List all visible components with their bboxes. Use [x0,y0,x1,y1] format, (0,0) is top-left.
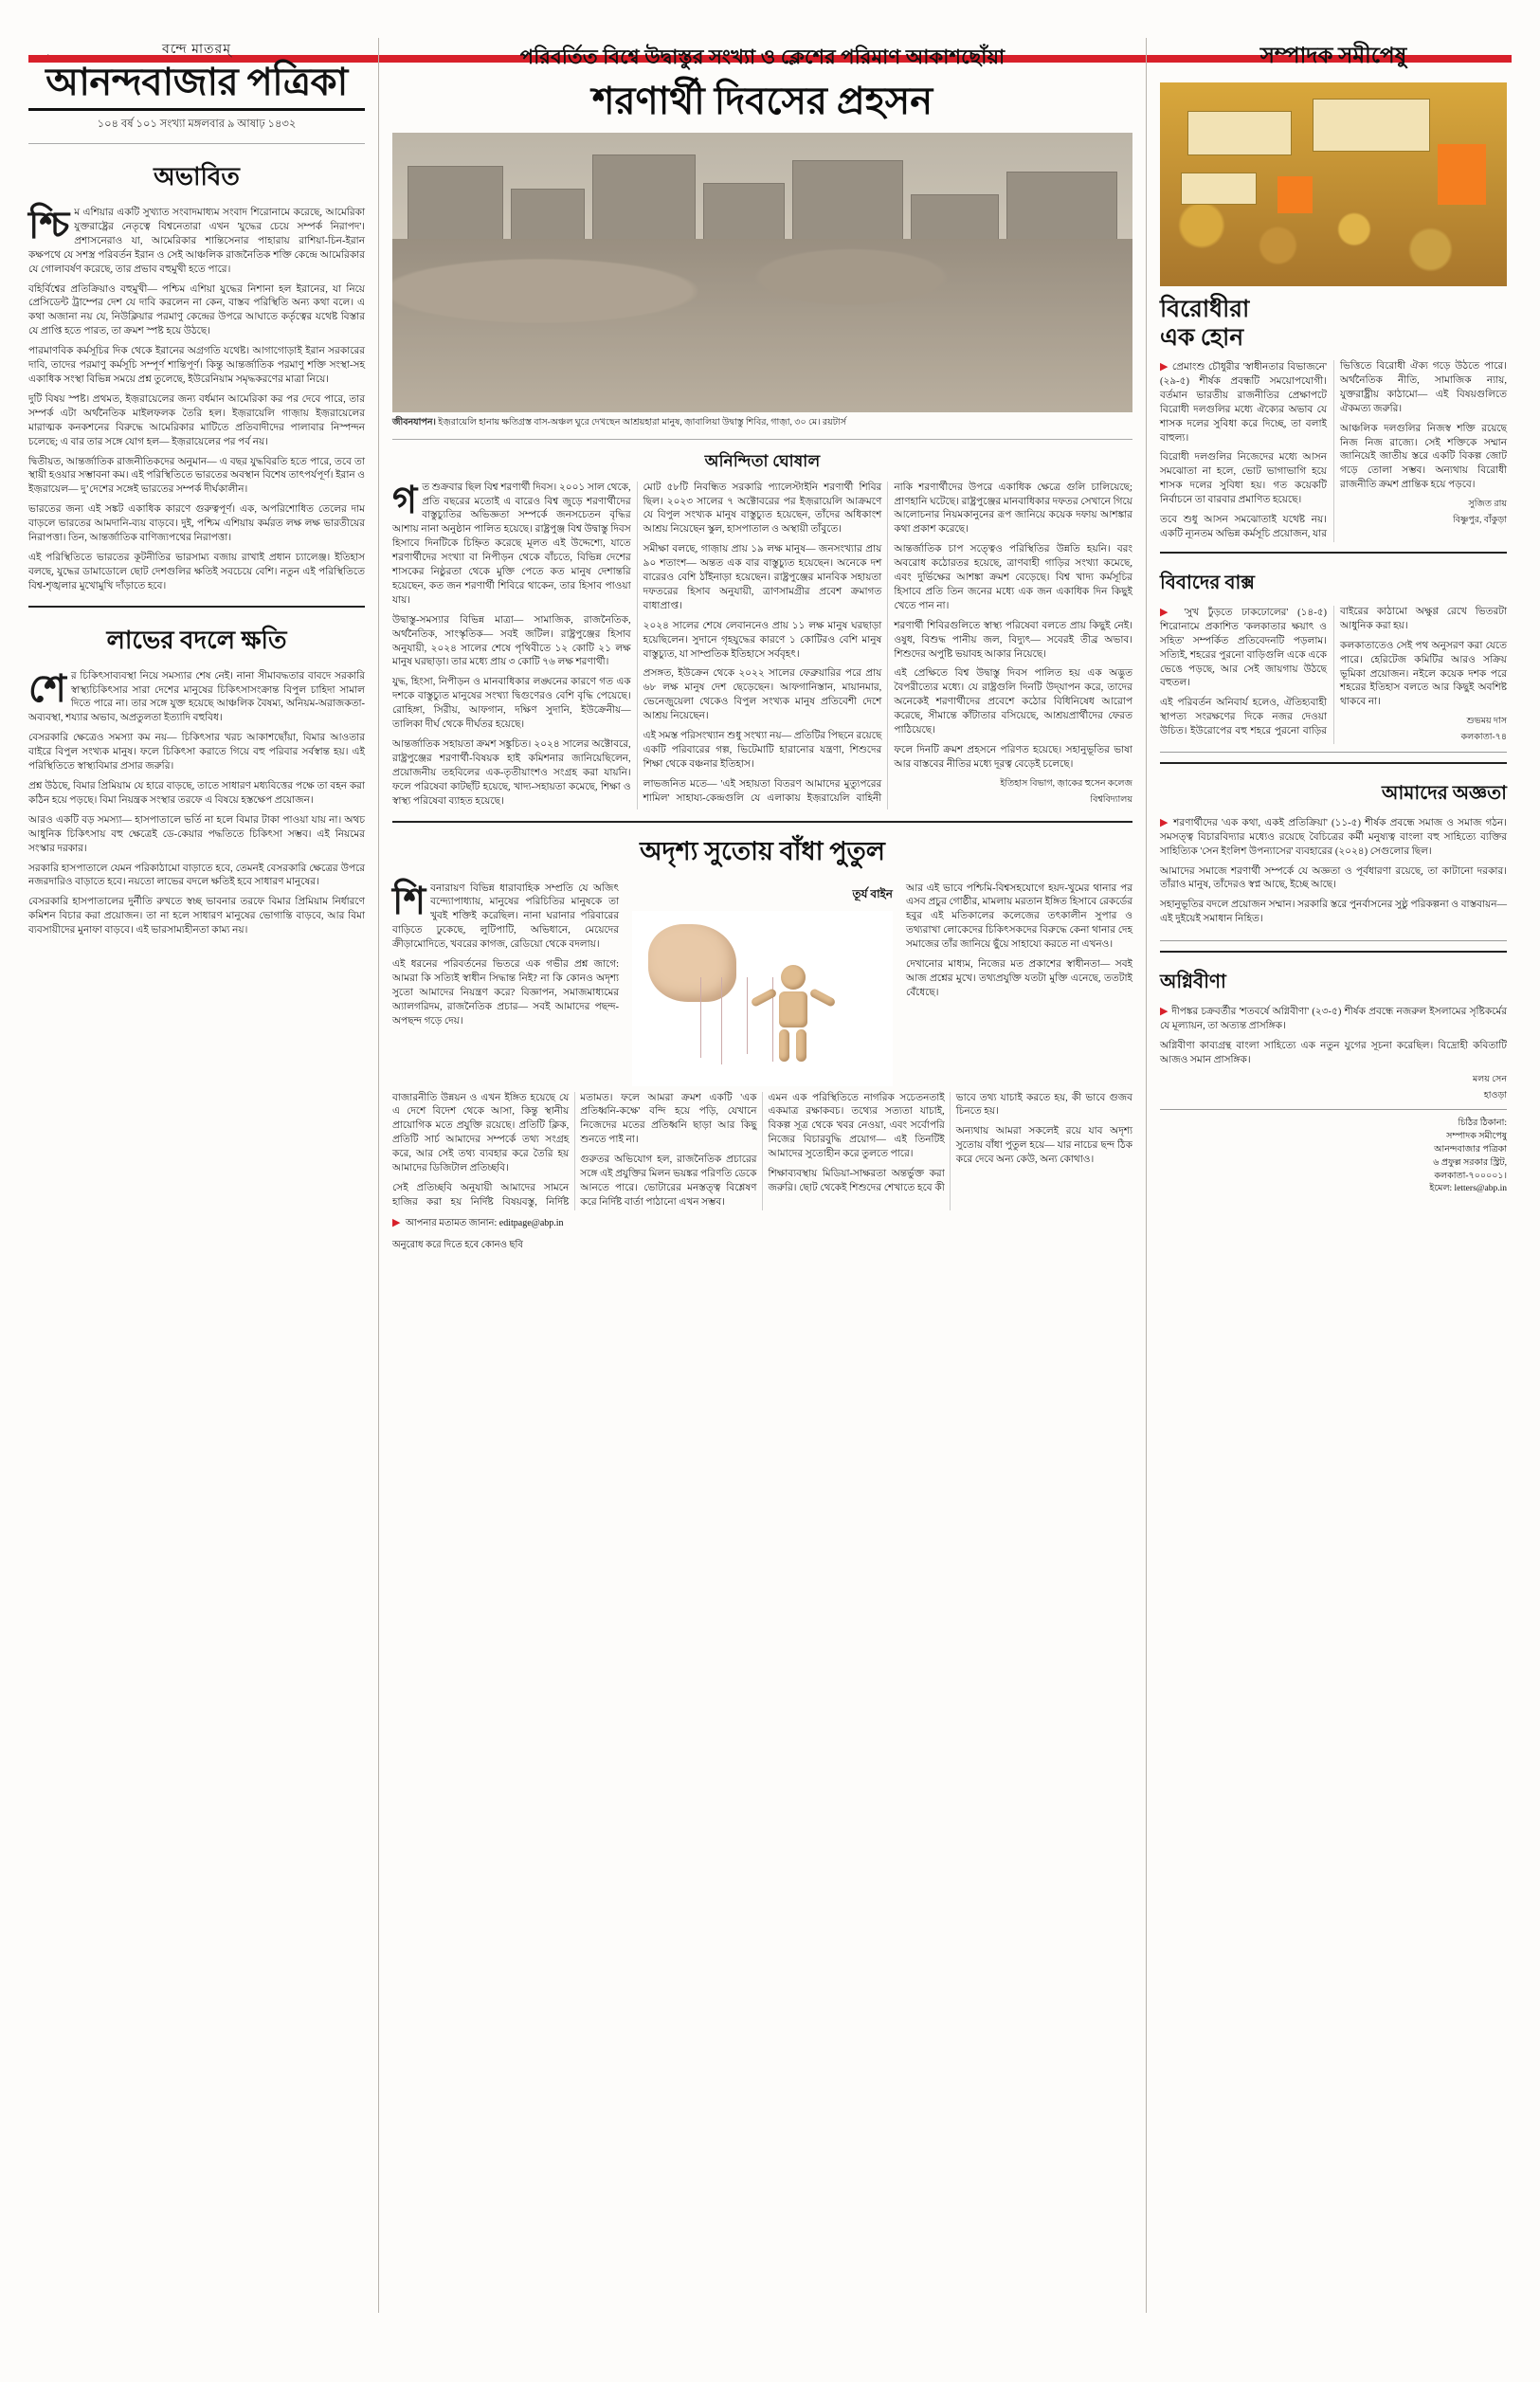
bullet-icon: ▶ [1160,1006,1169,1018]
lead-para: আন্তর্জাতিক সহায়তা ক্রমশ সঙ্কুচিত। ২০২৪ সালের অক্টোবরে, রাষ্ট্রপুঞ্জের শরণার্থী-বিষয়ক হাই কমিশনার জানিয়েছিলেন, প্রয়োজনীয় তহবিলের এক-তৃতীয়াংশও সংগ্রহ করা যায়নি। ফলে পরিষেবা কাটছাঁট হয়েছে, খাদ্য-সহায়তা কমেছে, শিক্ষা ও স্বাস্থ্য পরিষেবা ব্যাহত হয়েছে। [392,739,631,807]
caption-label: জীবনযাপন। [392,417,436,427]
caption-text: ইজ়রায়েলি হানায় ক্ষতিগ্রস্ত বাস-অঞ্চল ঘুরে দেখছেন আশ্রয়হারা মানুষ, জ়াবালিয়া উদ্বাস্তু শিবির, গাজ়া, ৩০ মে। রয়টার্স [438,417,846,427]
divider [28,606,365,608]
bullet-icon: ▶ [1160,816,1169,828]
letter-para: সহানুভূতির বদলে প্রয়োজন সম্মান। সরকারি স্তরে পুনর্বাসনের সুষ্ঠু পরিকল্পনা ও বাস্তবায়ন— এই দুইয়েই সমাধান নিহিত। [1160,900,1507,925]
feature-para: বাজারনীতি উন্নয়ন ও এখন ইঙ্গিত হয়েছে যে এ দেশে বিদেশ থেকে আসা, কিন্তু স্থানীয় প্রায়োগিক মতে প্রযুক্তি রয়েছে। প্রতিটি ক্লিক, প্রতিটি সার্চ আমাদের সম্পর্কে তথ্য সংগ্রহ করে, আর সেই তথ্য ব্যবহার করে তৈরি হয় আমাদের ডিজিটাল প্রতিচ্ছবি। [392,1092,570,1174]
letter-3-box [1160,951,1507,1110]
feature-byline: তূর্য বাইন [852,886,893,900]
letter-1-body [1160,360,1507,542]
letter-para [1160,1005,1507,1034]
letter-4-head: আমাদের অজ্ঞতা [1381,782,1507,804]
lead-author-affiliation: ইতিহাস বিভাগ, জ়াকের হুসেন কলেজ [1000,778,1132,789]
letter-para: বিরোধী দলগুলির নিজেদের মধ্যে আসন সমঝোতা না হলে, ভোট ভাগাভাগি হয়ে শাসক দলের সুবিধা হয়। গত কয়েকটি নির্বাচনে তা বারবার প্রমাণিত হয়েছে। [1160,452,1327,506]
letter-3-head: অগ্নিবীণা [1160,972,1226,993]
lead-para: মোট ৫৮টি নিবন্ধিত সরকারি প্যালেস্টাইনি শরণার্থী শিবির ছিল। ২০২৩ সালের ৭ অক্টোবরের পর ইজ়রায়েলি আক্রমণে যে বিপুল সংখ্যক মানুষ বাস্তুচ্যুত হয়েছেন, তাঁদের অধিকাংশ আশ্রয় নিয়েছেন স্কুল, হাসপাতাল ও অস্থায়ী তাঁবুতে। [643,482,882,536]
contact-line: সম্পাদক সমীপেষু [1446,1132,1507,1142]
column-right [1147,38,1507,2313]
lead-para: গত শুক্রবার ছিল বিশ্ব শরণার্থী দিবস। ২০০১ সাল থেকে, প্রতি বছরের মতোই এ বারেও বিশ্ব জুড়ে শরণার্থীদের বাস্তুচ্যুতির অভিজ্ঞতা সম্পর্কে জনসচেতন বৃদ্ধির আশায় নানা অনুষ্ঠান পালিত হয়েছে। রাষ্ট্রপুঞ্জ বিশ্ব উদ্বাস্তু দিবস হিসাবে দিনটিকে চিহ্নিত করেছে মূলত এই উদ্দেশ্যে, যাতে শরণার্থীদের সংখ্যা বা নিপীড়ন থেকে বাঁচতে, বিভিন্ন দেশের শাসকের নিষ্ঠুরতা থেকে মুক্তি পেতে কত মানুষ দেশান্তরি হয়েছেন, কত জন শরণার্থী শিবিরে থাকেন, তার হিসাব পাওয়া যায়। [392,478,631,606]
contact-email[interactable]: ইমেল: letters@abp.in [1429,1184,1507,1194]
letter-3-signature-name: মলয় সেন [1472,1074,1507,1084]
editorial-2-para: শের চিকিৎসাব্যবস্থা নিয়ে সমস্যার শেষ নেই। নানা সীমাবদ্ধতার বাবদে সরকারি স্বাস্থ্যচিকিৎসার সারা দেশের মানুষের চিকিৎসাসংক্রান্ত বিপুল চাহিদা সামাল দিতে পারে না। তার সঙ্গে যুক্ত হয়েছে আঞ্চলিক বৈষম্য, অনিয়ম-অরাজকতা-অব্যবস্থা, শয্যার অভাব, অপ্রতুলতা ইত্যাদি বহুবিধ। [28,666,365,724]
masthead-title: আনন্দবাজার পত্রিকা [45,61,348,103]
editorial-1-para: দ্বিতীয়ত, আন্তর্জাতিক রাজনীতিকদের অনুমান— এ বছর যুদ্ধবিরতি হতে পারে, তবে তা স্থায়ী হওয়ার সম্ভাবনা কম। এই পরিস্থিতিতে ভারতের অবস্থান বিশেষ তাৎপর্যপূর্ণ। ইরান ও ইজ়রায়েল— দু’দেশের সঙ্গেই ভারতের সম্পর্ক দীর্ঘকালীন। [28,456,365,496]
letter-para: কলকাতাতেও সেই পথ অনুসরণ করা যেতে পারে। হেরিটেজ কমিটির আরও সক্রিয় ভূমিকা প্রয়োজন। নইলে কয়েক দশক পরে শহরের ইতিহাস বলতে আর কিছুই অবশিষ্ট থাকবে না। [1340,640,1507,708]
editorial-2-para: আরও একটি বড় সমস্যা— হাসপাতালে ভর্তি না হলে বিমার টাকা পাওয়া যায় না। অথচ আধুনিক চিকিৎসায় বহু ক্ষেত্রেই ডে-কেয়ার পদ্ধতিতে চিকিৎসা সম্ভব। এই নিয়মের সংস্কার দরকার। [28,814,365,854]
feature-para: শিক্ষাব্যবস্থায় মিডিয়া-সাক্ষরতা অন্তর্ভুক্ত করা জরুরি। ছোট থেকেই শিশুদের শেখাতে হবে কী ভাবে তথ্য যাচাই করতে হয়, কী ভাবে গুজব চিনতে হয়। [768,1092,1132,1193]
lead-byline: অনিন্দিতা ঘোষাল [704,451,821,470]
feature-para: দেখানোর মাধ্যম, নিজের মত প্রকাশের স্বাধীনতা— সবই আজ প্রশ্নের মুখে। তথ্যপ্রযুক্তি যতটা মুক্তি এনেছে, ততটাই বেঁধেছে। [905,959,1132,998]
letter-para: তবে শুধু আসন সমঝোতাই যথেষ্ট নয়। একটি ন্যূনতম অভিন্ন কর্মসূচি প্রয়োজন, যার ভিত্তিতে বিরোধী ঐক্য গড়ে উঠতে পারে। অর্থনৈতিক নীতি, সামাজিক ন্যায়, যুক্তরাষ্ট্রীয় কাঠামো— এই বিষয়গুলিতে ঐকমত্য জরুরি। [1160,361,1507,539]
editorial-1-para: পারমাণবিক কর্মসূচির দিক থেকে ইরানের অগ্রগতি যথেষ্ট। আগাগোড়াই ইরান সরকারের দাবি, তাদের পরমাণু কর্মসূচি সম্পূর্ণ শান্তিপূর্ণ। কিন্তু আন্তর্জাতিক পরমাণু শক্তি সংস্থা-সহ একাধিক সংস্থা বিভিন্ন সময়ে প্রশ্ন তুলেছে, ইউরেনিয়াম সমৃদ্ধকরণের মাত্রা নিয়ে। [28,346,365,385]
letter-2-signature-address: কলকাতা-৭৪ [1460,733,1507,743]
editorial-2-head: লাভের বদলে ক্ষতি [106,626,287,654]
lead-photo [392,133,1132,412]
letter-1-head-line1: বিরোধীরা [1160,297,1250,322]
letter-2-head: বিবাদের বাক্স [1160,572,1255,593]
contact-line: আনন্দবাজার পত্রিকা [1434,1144,1507,1155]
lead-para: উদ্বাস্তু-সমস্যার বিভিন্ন মাত্রা— সামাজিক, রাজনৈতিক, অর্থনৈতিক, সাংস্কৃতিক— সবই জটিল। রাষ্ট্রপুঞ্জের হিসাব অনুযায়ী, ২০২৪ সালের শেষে পৃথিবীতে ১২ কোটি ২১ লক্ষ মানুষ ঘরছাড়া। তার মধ্যে প্রায় ৩ কোটি ৭৬ লক্ষ শরণার্থী। [392,614,631,668]
letter-para: আমাদের সমাজে শরণার্থী সম্পর্কে যে অজ্ঞতা ও পূর্বধারণা রয়েছে, তা কাটানো দরকার। তাঁরাও মানুষ, তাঁদেরও স্বপ্ন আছে, ইচ্ছে আছে। [1160,865,1507,891]
feature-top [392,879,1132,1086]
letter-para: অগ্নিবীণা কাব্যগ্রন্থ বাংলা সাহিত্যে এক নতুন যুগের সূচনা করেছিল। বিদ্রোহী কবিতাটি আজও সমান প্রাসঙ্গিক। [1160,1041,1507,1065]
letter-4-box [1160,762,1507,941]
letter-para-text: প্রেমাংশু চৌধুরীর 'স্বাধীনতার বিভাজনে' (২৯-৫) শীর্ষক প্রবন্ধটি সময়োপযোগী। বর্তমান ভারতীয় রাজনীতির প্রেক্ষাপটে বিরোধী দলগুলির মধ্যে ঐক্যের অভাব যে শাসক দলের সুবিধা করে দিচ্ছে, তা বলাই বাহুল্য। [1160,362,1327,444]
editpage-email-note2 [392,1238,1132,1254]
letter-para: এই পরিবর্তন অনিবার্য হলেও, ঐতিহ্যবাহী স্থাপত্য সংরক্ষণের দিকে নজর দেওয়া উচিত। ইউরোপের বহু শহরে পুরনো বাড়ির বাইরের কাঠামো অক্ষুণ্ণ রেখে ভিতরটা আধুনিক করা হয়। [1160,606,1507,737]
editorial-2-para: সরকারি হাসপাতালে যেমন পরিকাঠামো বাড়াতে হবে, তেমনই বেসরকারি ক্ষেত্রের উপরে নজরদারিও বাড়াতে হবে। নয়তো লাভের বদলে ক্ষতিই হবে সাধারণ মানুষের। [28,863,365,888]
lead-para: সমীক্ষা বলছে, গাজ়ায় প্রায় ১৯ লক্ষ মানুষ— জনসংখ্যার প্রায় ৯০ শতাংশ— অন্তত এক বার বাস্তুচ্যুত হয়েছেন। অনেকে দশ বারেরও বেশি ঠাঁইনাড়া হয়েছেন। রাষ্ট্রপুঞ্জের মানবিক সহায়তা দফতরের হিসাব অনুযায়ী, ত্রাণসামগ্রীর প্রবেশ ক্রমাগত বাধাপ্রাপ্ত। [643,544,882,611]
editorial-2-para: বেসরকারি ক্ষেত্রেও সমস্যা কম নয়— চিকিৎসার খরচ আকাশছোঁয়া, বিমার আওতার বাইরে বিপুল সংখ্যক মানুষ। ফলে চিকিৎসা করাতে গিয়ে বহু পরিবার সর্বস্বান্ত হয়। এই পরিস্থিতিতে স্বাস্থ্যবিমার প্রসার জরুরি। [28,733,365,773]
letters-contact-block [1160,1118,1507,1196]
rally-photo [1160,82,1507,286]
masthead-vande: বন্দে মাতরম্ [162,43,231,57]
column-middle [379,38,1147,2313]
marionette-figure [737,965,851,1079]
feature-para: অন্যথায় আমরা সকলেই রয়ে যাব অদৃশ্য সুতোয় বাঁধা পুতুল হয়ে— যার নাচের ছন্দ ঠিক করে দেবে অন্য কেউ, অন্য কোথাও। [955,1126,1132,1166]
contact-line: ৬ প্রফুল্ল সরকার স্ট্রিট, [1433,1157,1507,1168]
letter-para [1160,816,1507,860]
feature-para: সেই প্রতিচ্ছবি অনুযায়ী আমাদের সামনে হাজির করা হয় নির্দিষ্ট বিষয়বস্তু, নির্দিষ্ট মতামত। ফলে আমরা ক্রমশ একটি 'এক প্রতিধ্বনি-কক্ষে' বন্দি হয়ে পড়ি, যেখানে নিজেদের মতের প্রতিধ্বনি ছাড়া আর কিছু শুনতে পাই না। [392,1092,757,1208]
lead-kicker: পরিবর্তিত বিশ্বে উদ্বাস্তুর সংখ্যা ও ক্লেশের পরিমাণ আকাশছোঁয়া [519,45,1006,68]
lead-headline: শরণার্থী দিবসের প্রহসন [591,80,933,122]
editorial-2-para: বেসরকারি হাসপাতালের দুর্নীতি রুখতে স্বচ্ছ ভাবনার তরফে বিমার প্রিমিয়াম নির্ধারণে কমিশন বিচার করা প্রয়োজন। তা না হলে সাধারণ মানুষের ভোগান্তি বাড়বে, আর বিমা ব্যবসায়ীদের মুনাফা বাড়বে। এই ভারসাম্যহীনতা কাম্য নয়। [28,897,365,936]
feature-para: শিবনারায়ণ বিভিন্ন ধারাবাহিক সম্প্রতি যে অজিৎ বন্দ্যোপাধ্যায়, মানুষের পরিচিতির মানুষকে তা খুবই শক্তিই করেছিল। নানা ঘরানার পরিবারের বাড়িতে ঢুকেছে, লুটিপাটি, অভিধানে, মেয়েদের ক্রীড়ামোদিতে, খবরের কাগজ, রেডিয়ো থেকে বদলায়। [392,879,620,951]
editpage-email-note2-text: অনুরোধ করে দিতে হবে কোনও ছবি [392,1239,523,1250]
lead-para: এই সমস্ত পরিসংখ্যান শুধু সংখ্যা নয়— প্রতিটির পিছনে রয়েছে একটি পরিবারের গল্প, ভিটেমাটি হারানোর যন্ত্রণা, শিশুদের শিক্ষা থেকে বঞ্চনার ইতিহাস। [643,731,882,770]
divider [392,439,1132,440]
masthead-date: ১০৪ বর্ষ ১০১ সংখ্যা মঙ্গলবার ৯ আষাঢ় ১৪৩২ [97,118,297,130]
letter-para [1160,606,1327,691]
arrow-icon: ▶ [392,1216,401,1228]
divider [392,821,1132,823]
editpage-email-text: আপনার মতামত জানান: editpage@abp.in [405,1217,564,1228]
lead-para: যুদ্ধ, হিংসা, নিপীড়ন ও মানবাধিকার লঙ্ঘনের কারণে গত এক দশকে বাস্তুচ্যুত মানুষের সংখ্যা দ্বিগুণেরও বেশি বৃদ্ধি পেয়েছে। রোহিঙ্গা, সিরীয়, আফগান, দক্ষিণ সুদানি, ইউক্রেনীয়— তালিকা দীর্ঘ থেকে দীর্ঘতর হয়েছে। [392,677,631,731]
feature-head: অদৃশ্য সুতোয় বাঁধা পুতুল [640,836,885,865]
lead-para: আন্তর্জাতিক চাপ সত্ত্বেও পরিস্থিতির উন্নতি হয়নি। বরং অবরোধ কঠোরতর হয়েছে, ত্রাণবাহী গাড়ির সংখ্যা কমেছে, এবং দুর্ভিক্ষের আশঙ্কা ক্রমশ বেড়েছে। বিশ্ব খাদ্য কর্মসূচির হিসাবে প্রতি তিন জনের মধ্যে এক জন একাধিক দিন কিছুই খেতে পান না। [894,544,1132,611]
letter-2-box [1160,552,1507,753]
letter-para-text: শরণার্থীদের 'এক কথা, একই প্রতিক্রিয়া' (১১-৫) শীর্ষক প্রবন্ধে সমাজ ও সমাজ গঠন। সমসত্ত্ব বিচারবিদ্যার মধ্যেও রয়েছে বৈচিত্রের কর্মী মনুষ্যত্ব বাংলা বহু সাহিত্যে ব্যক্তির সাহিত্যিক 'সেন ইংলিশ উপন্যাসের' ব্যবহারের (২০২৪) সেগুলোর ছিল। [1160,817,1508,857]
letter-para-text: 'সুখ ঢুঁড়তে ঢাকঢোলের' (১৪-৫) শিরোনামে প্রকাশিত 'কলকাতার ক্ষয়াৎ ও সহিত' সম্পর্কিত প্রতিবেদনটি পড়লাম। সত্যিই, শহরের পুরনো বাড়িগুলি একে একে ভেঙে পড়ছে, আর সেই জায়গায় উঠছে বহুতল। [1160,607,1328,689]
lead-para: এই প্রেক্ষিতে বিশ্ব উদ্বাস্তু দিবস পালিত হয় এক অদ্ভুত বৈপরীত্যের মধ্যে। যে রাষ্ট্রগুলি দিনটি উদ্‌যাপন করে, তাদের অনেকেই শরণার্থীদের প্রবেশে কঠোর বিধিনিষেধ আরোপ করেছে, সীমান্তে কাঁটাতার বসিয়েছে, আশ্রয়প্রার্থীদের ফেরত পাঠিয়েছে। [894,668,1132,736]
lead-para: প্রসঙ্গত, ইউক্রেন থেকে ২০২২ সালের ফেব্রুয়ারির পরে প্রায় ৬৮ লক্ষ মানুষ দেশ ছেড়েছেন। আফগানিস্তান, মায়ানমার, ভেনেজ়ুয়েলা থেকেও বিপুল সংখ্যক মানুষ প্রতিবেশী দেশে আশ্রয় নিয়েছেন। [643,668,882,722]
feature-para: আর এই ভাবে পশ্চিমি-বিশ্বসহযোগে হয়দ-খুমের থানার পর এসব প্রচুর গোষ্ঠীর, মামলায় মরতান ইঙ্গিত হিসাবে রেকর্ডের হবুর এই মতিকালের কলেজের তৎকালীন সুপার ও তথ্যরাখা লোকেদের চিকিৎসকদের বিরুদ্ধে কেনা থানার দেহ সমাজের তাঁর জানিয়ে ছুঁয়ে সাহায্যে করতে না এখনও। [905,882,1132,951]
feature-para: গুরুতর অভিযোগ হল, রাজনৈতিক প্রচারের সঙ্গে এই প্রযুক্তির মিলন ভয়ঙ্কর পরিণতি ডেকে আনতে পারে। ভোটারের মনস্তত্ত্ব বিশ্লেষণ করে নির্দিষ্ট বার্তা পাঠানো এখন সম্ভব। [580,1155,757,1208]
letter-1-signature-name: সুজিত রায় [1468,500,1507,510]
bullet-icon: ▶ [1160,361,1169,373]
letter-para: আঞ্চলিক দলগুলির নিজস্ব শক্তি রয়েছে নিজ নিজ রাজ্যে। সেই শক্তিকে সম্মান জানিয়েই জাতীয় স্তরে একটি বিকল্প জোট গড়ে তোলা সম্ভব। অন্যথায় বিরোধী রাজনীতি ক্রমশ প্রান্তিক হয়ে পড়বে। [1340,423,1507,491]
masthead [28,38,365,134]
lead-para: ফলে দিনটি ক্রমশ প্রহসনে পরিণত হয়েছে। সহানুভূতির ভাষা আর বাস্তবের নীতির মধ্যে দূরত্ব বেড়েই চলেছে। [894,745,1132,770]
editorial-1-para: ভারতের জন্য এই সঙ্কট একাধিক কারণে গুরুত্বপূর্ণ। এক, অপরিশোধিত তেলের দাম বাড়লে ভারতের আমদানি-ব্যয় বাড়বে। দুই, পশ্চিম এশিয়ায় কর্মরত লক্ষ লক্ষ ভারতীয়ের নিরাপত্তা। তিন, আন্তর্জাতিক বাণিজ্যপথের নিরাপত্তা। [28,504,365,544]
letters-section-head: সম্পাদক সমীপেষু [1259,44,1407,67]
letter-4-body [1160,816,1507,927]
lead-photo-caption [392,417,1132,429]
contact-line: কলকাতা-৭০০০০১। [1434,1171,1507,1181]
letter-2-body [1160,606,1507,744]
feature-para: এই ধরনের পরিবর্তনের ভিতরে এক গভীর প্রশ্ন জাগে: আমরা কি সত্যিই স্বাধীন সিদ্ধান্ত নিই? না কি কোনও অদৃশ্য সুতো আমাদের নিয়ন্ত্রণ করে? বিজ্ঞাপন, সমাজমাধ্যমের অ্যালগরিদম, রাজনৈতিক প্রচার— সবই আমাদের পছন্দ-অপছন্দ গড়ে দেয়। [392,959,620,1027]
page-grid [28,38,1512,2313]
bullet-icon: ▶ [1160,606,1175,618]
editorial-1-head: অভাবিত [154,163,240,191]
column-left [28,38,379,2313]
lead-author-affiliation-2: বিশ্ববিদ্যালয় [1090,794,1132,805]
lead-body [392,478,1132,809]
letter-1-signature-address: বিষ্ণুপুর, বাঁকুড়া [1453,515,1507,525]
letter-1-head-line2: এক হোন [1160,325,1244,351]
letter-2-signature-name: শুভময় দাস [1466,717,1507,727]
feature-para: এমন এক পরিস্থিতিতে নাগরিক সচেতনতাই একমাত্র রক্ষাকবচ। তথ্যের সত্যতা যাচাই, বিকল্প সূত্র থেকে খবর নেওয়া, এবং সর্বোপরি নিজের বিচারবুদ্ধি প্রয়োগ— এই তিনটিই আমাদের সুতোহীন করে তুলতে পারে। [768,1092,945,1160]
feature-body [392,1092,1132,1210]
masthead-rule [28,108,365,111]
letter-para [1160,360,1327,445]
lead-para: ২০২৪ সালের শেষে লেবাননেও প্রায় ১১ লক্ষ মানুষ ঘরছাড়া হয়েছিলেন। সুদানে গৃহযুদ্ধের কারণে ১ কোটিরও বেশি মানুষ বাস্তুচ্যুত, যা সাম্প্রতিক ইতিহাসে সর্ববৃহৎ। [643,620,882,660]
editorial-2-para: প্রশ্ন উঠছে, বিমার প্রিমিয়াম যে হারে বাড়ছে, তাতে সাধারণ মধ্যবিত্তের পক্ষে তা বহন করা কঠিন হয়ে পড়ছে। বিমা নিয়ন্ত্রক সংস্থার তরফে এ বিষয়ে হস্তক্ষেপ প্রয়োজন। [28,781,365,806]
divider [28,143,365,144]
editorial-1-para: বহির্বিশ্বের প্রতিক্রিয়াও বহুমুখী— পশ্চিম এশিয়া যুদ্ধের নিশানা হল ইরানের, যা নিয়ে প্রেসিডেন্ট ট্রাম্পের দেশ যে দাবি করলেন না কেন, বাস্তব পরিস্থিতি অন্য কথা বলে। এ কথা অজানা নয় যে, নিউক্লিয়ার পরমাণু কেন্দ্রের উপরে আঘাতে কর্তৃত্বের যথেষ্ট বিস্তার যে প্রাপ্তি হতে পারত, তা ক্রমশ স্পষ্ট হয়ে উঠছে। [28,283,365,337]
lead-para: শরণার্থী শিবিরগুলিতে স্বাস্থ্য পরিষেবা বলতে প্রায় কিছুই নেই। ওষুধ, বিশুদ্ধ পানীয় জল, বিদ্যুৎ— সবেরই তীব্র অভাব। শিশুদের অপুষ্টি ভয়াবহ আকার নিয়েছে। [894,620,1132,660]
letter-para-text: দীপঙ্কর চক্রবর্তীর 'শতবর্ষে অগ্নিবীণা' (২৩-৫) শীর্ষক প্রবন্ধে নজরুল ইসলামের সৃষ্টিকর্মের যে মূল্যায়ন, তা অত্যন্ত প্রাসঙ্গিক। [1160,1007,1508,1032]
editorial-1-para: শ্চিম এশিয়ার একটি সুখ্যাত সংবাদমাধ্যম সংবাদ শিরোনামে করেছে, আমেরিকা যুক্তরাষ্ট্রের নেতৃত্বে বিশ্বনেতারা এখন 'যুদ্ধের চেয়ে সম্পর্ক নিরাপদ'। প্রশাসনেরাও যা, আমেরিকার শান্তিসেনার পাহারায় রাশিয়া-চিন-ইরান কক্ষপথে যে সশস্ত্র পরিবর্তন ইরান ও সেই আঞ্চলিক রাজনৈতিক শক্তি কেন্দ্রে আমেরিকার যে গোলাবর্ষণ করেছে, তার প্রভাব বহুমুখী হতে পারে। [28,204,365,275]
lead-para: লাভজনিত মতে— 'এই সহায়তা বিতরণ আমাদের মুত্যুপরের শামিল' সাহায্য-কেন্দ্রগুলি যে এলাকায় ইজ়রায়েলি বাহিনী নাকি শরণার্থীদের উপরে একাধিক ক্ষেত্রে গুলি চালিয়েছে; প্রাণহানি ঘটেছে। রাষ্ট্রপুঞ্জের মানবাধিকার দফতর সেখানে গিয়ে আলোচনার নিয়মকানুনের রূপ জানিয়ে কয়েক দফায় আশঙ্কার কথা প্রকাশ করেছে। [643,482,1132,804]
editorial-1-para: দুটি বিষয় স্পষ্ট। প্রথমত, ইজ়রায়েলের জন্য বর্ধমান আমেরিকা কর পর দেবে পারে, তার সম্পর্ক এটা অর্থনৈতিক মাইলফলক তৈরি হল। ইজ়রায়েলি গাজ়ায় ইজ়রায়েলের মারাত্মক কনকশনের বিরুদ্ধে আমেরিকার মাটিতে প্রতিবাদীদের পালাবার নিস্পন্দন চলেছে; এ বার তার সঙ্গে যোগ হল— ইজ়রায়েলের পর পর্ব নয়। [28,393,365,447]
contact-line: চিঠির ঠিকানা: [1458,1118,1507,1129]
editorial-1-para: এই পরিস্থিতিতে ভারতের কূটনীতির ভারসাম্য বজায় রাখাই প্রধান চ্যালেঞ্জ। ইতিহাস বলছে, যুদ্ধের ডামাডোলে ছোট দেশগুলির ক্ষতিই সবচেয়ে বেশি। নতুন এই পরিস্থিতিতে বিশ্ব-শৃঙ্খলার মুখোমুখি দাঁড়াতে হবে। [28,552,365,591]
letter-1-head [1160,296,1507,353]
puppet-illustration [632,911,893,1086]
editpage-email[interactable] [392,1216,1132,1232]
letter-3-signature-address: হাওড়া [1483,1090,1507,1100]
